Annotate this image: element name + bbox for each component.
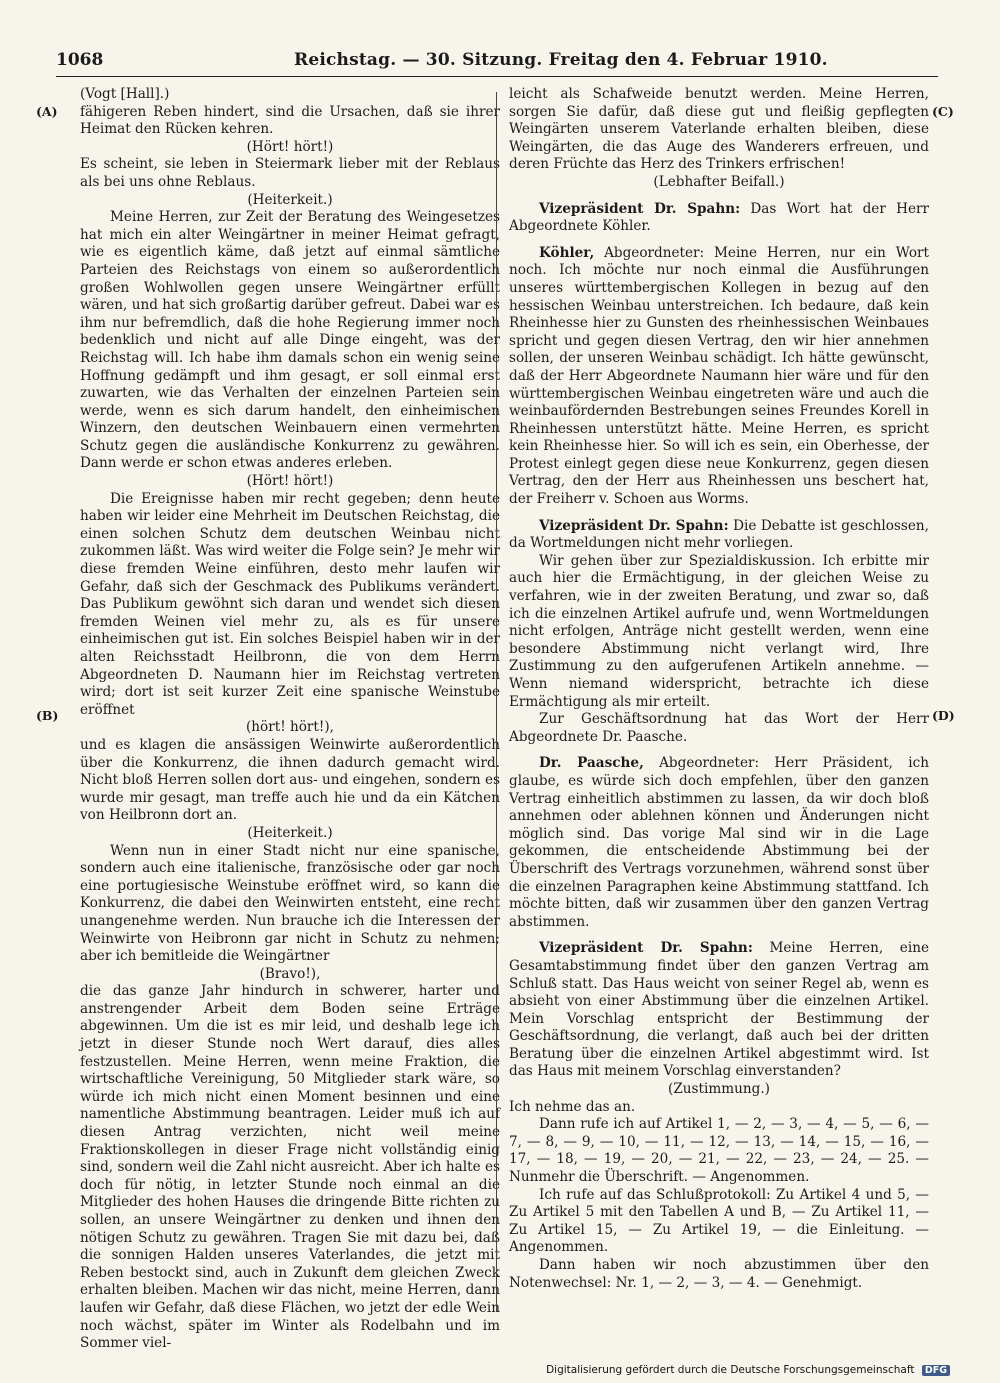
paragraph-text: Wenn nun in einer Stadt nicht nur eine spanische, sondern auch eine italienische, französische oder gar noch eine portugiesische Weinstube eröffnet wird, so kann die Konkurrenz, die dabei den Weinwirten entsteht, eine recht unangenehme werden. Nun brauche ich die Interessen der Weinwirte von Heibronn gar nicht in Schutz zu nehmen; aber ich bemitleide die Weingärtner — [80, 842, 500, 965]
dfg-logo: DFG — [922, 1365, 950, 1376]
paragraph — [509, 1099, 929, 1117]
paragraph — [80, 192, 500, 210]
speaker-name: Vizepräsident Dr. Spahn: — [539, 517, 729, 534]
paragraph-text: Dann rufe ich auf Artikel 1, — 2, — 3, — 4, — 5, — 6, — 7, — 8, — 9, — 10, — 11, — 12, — 13, — 14, — 15, — 16, — 17, — 18, — 19, — 20, — 21, — 22, — 23, — 24, — 25. — Nunmehr die Überschrift. — Angenommen. — [509, 1116, 929, 1186]
paragraph-text: (Heiterkeit.) — [247, 191, 333, 208]
left-column — [80, 86, 500, 1353]
paragraph — [80, 473, 500, 491]
paragraph — [80, 156, 500, 191]
paragraph — [80, 491, 500, 720]
page-header — [56, 50, 938, 74]
paragraph — [509, 86, 929, 174]
paragraph — [509, 940, 929, 1081]
running-head: Reichstag. — 30. Sitzung. Freitag den 4. Februar 1910. — [294, 50, 828, 70]
speaker-name: Vizepräsident Dr. Spahn: — [539, 200, 741, 217]
paragraph — [80, 843, 500, 966]
paragraph-text: Dann haben wir noch abzustimmen über den Notenwechsel: Nr. 1, — 2, — 3, — 4. — Genehmigt. — [509, 1257, 929, 1291]
paragraph-text: Die Debatte ist geschlossen, da Wortmeldungen nicht mehr vorliegen. — [509, 517, 930, 552]
speaker-name: Köhler, — [539, 244, 595, 261]
paragraph — [509, 711, 929, 746]
right-column — [509, 86, 929, 1292]
paragraph — [80, 983, 500, 1352]
paragraph-text: (hört! hört!), — [246, 719, 334, 736]
margin-marker-a: (A) — [36, 104, 58, 119]
paragraph-text: leicht als Schafweide benutzt werden. Meine Herren, sorgen Sie dafür, daß diese gut und fleißig gepflegten Weingärten unserem Vaterlande erhalten bleiben, diese Weingärten, die das Auge des Wanderers erfreuen, und deren Früchte das Herz des Trinkers erfrischen! — [509, 86, 929, 173]
paragraph — [509, 174, 929, 192]
paragraph-text: fähigeren Reben hindert, sind die Ursachen, daß sie ihrer Heimat den Rücken kehren. — [80, 103, 500, 138]
paragraph — [80, 139, 500, 157]
paragraph — [509, 553, 929, 711]
paragraph-text: Abgeordneter: Meine Herren, nur ein Wort noch. Ich möchte nur noch einmal die Ausführungen unseres württembergischen Kollegen in bezug auf den hessischen Weinbau unterstreichen. Ich bedaure, daß kein Rheinhesse hier zu Gunsten des rheinhessischen Weinbaues spricht und gegen diesen Vertrag, den wir hier annehmen sollen, der unseren Weinbau schädigt. Ich hätte gewünscht, daß der Herr Abgeordnete Naumann hier wäre und für den württembergischen Weinbau eingetreten wäre und auch die weinbaufördernden Bestrebungen seines Freundes Korell in Rheinhessen unterstützt hätte. Meine Herren, es spricht kein Rheinhesse hier. So will ich es sein, ein Oberhesse, der Protest einlegt gegen diese neue Konkurrenz, gegen diesen Vertrag, den der Herr aus Rheinhessen uns beschert hat, der Freiherr v. Schoen aus Worms. — [509, 244, 929, 508]
paragraph — [80, 719, 500, 737]
header-rule — [56, 76, 938, 77]
footer-text: Digitalisierung gefördert durch die Deutsche Forschungsgemeinschaft — [546, 1364, 915, 1376]
paragraph-text: (Hört! hört!) — [246, 473, 334, 490]
paragraph-text: Ich rufe auf das Schlußprotokoll: Zu Artikel 4 und 5, — Zu Artikel 5 mit den Tabellen A und B, — Zu Artikel 11, — Zu Artikel 15, — Zu Artikel 19, — die Einleitung. — Angenommen. — [509, 1186, 929, 1256]
paragraph-text: die das ganze Jahr hindurch in schwerer, harter und anstrengender Arbeit dem Boden seine Erträge abgewinnen. Um die ist es mir leid, und deshalb lege ich jetzt in dieser Stunde noch Wert darauf, dies alles festzustellen. Meine Herren, wenn meine Fraktion, die wirtschaftliche Vereinigung, 50 Mitglieder stark wäre, so würde ich mich nicht einen Moment besinnen und eine namentliche Abstimmung beantragen. Leider muß ich auf diesen Antrag verzichten, nicht weil meine Fraktionskollegen in dieser Frage nicht vollständig einig sind, sondern weil die Zahl nicht ausreicht. Aber ich halte es doch für nötig, in letzter Stunde noch einmal an die Mitglieder des hohen Hauses die dringende Bitte richten zu sollen, an unsere Weingärtner zu denken und ihnen den nötigen Schutz zu gewähren. Tragen Sie mit dazu bei, daß die sonnigen Halden unseres Vaterlandes, die jetzt mit Reben bestockt sind, auch in Zukunft dem gleichen Zweck erhalten bleiben. Machen wir das nicht, meine Herren, dann laufen wir Gefahr, daß diese Flächen, wo jetzt der edle Wein noch wächst, später im Winter als Rodelbahn und im Sommer viel- — [80, 983, 500, 1352]
paragraph — [509, 1116, 929, 1186]
paragraph-text: Das Wort hat der Herr Abgeordnete Köhler. — [509, 200, 929, 235]
paragraph — [509, 518, 929, 553]
margin-marker-c: (C) — [932, 104, 954, 119]
column-divider — [496, 92, 497, 1312]
paragraph-text: Meine Herren, eine Gesamtabstimmung findet über den ganzen Vertrag am Schluß statt. Das Haus weicht von seiner Regel ab, wenn es absieht von einer Abstimmung über die einzelnen Artikel. Mein Vorschlag entspricht der Bestimmung der Geschäftsordnung, die verlangt, daß auch bei der dritten Beratung über die einzelnen Artikel abgestimmt wird. Ist das Haus mit meinem Vorschlag einverstanden? — [509, 940, 929, 1080]
margin-marker-b: (B) — [36, 708, 59, 723]
speaker-name: Dr. Paasche, — [539, 755, 644, 772]
paragraph-text: (Vogt [Hall].) — [80, 86, 170, 102]
paragraph-text: Abgeordneter: Herr Präsident, ich glaube, es würde sich doch empfehlen, über den ganzen Vertrag einheitlich abstimmen zu lassen, da wir doch bloß annehmen oder ablehnen können und Änderungen nicht möglich sind. Das vorige Mal sind wir in die Lage gekommen, die entscheidende Abstimmung bei der Überschrift des Vertrags vorzunehmen, während sonst über die einzelnen Paragraphen keine Abstimmung stattfand. Ich möchte bitten, daß wir zusammen über den ganzen Vertrag abstimmen. — [509, 755, 929, 930]
paragraph-text: Meine Herren, zur Zeit der Beratung des Weingesetzes hat mich ein alter Weingärtner in meiner Heimat gefragt, wie es eigentlich käme, daß jetzt auf einmal sämtliche Parteien des Reichstags von einem so außerordentlich großen Wohlwollen gegen unsere Weingärtner erfüllt wären, und hat sich großartig darüber gefreut. Dabei war es ihm nur befremdlich, daß die hohe Regierung immer noch bedenklich und nicht auf alle Dinge eingeht, was der Reichstag will. Ich habe ihm damals schon ein wenig seine Hoffnung gedämpft und ihm gesagt, er soll einmal erst zuwarten, wie das Verhalten der einzelnen Parteien sein werde, wenn es sich darum handelt, den einheimischen Winzern, den deutschen Weinbauern einen vermehrten Schutz gegen die ausländische Konkurrenz zu gewähren. Dann werde er schon etwas anderes erleben. — [80, 209, 500, 472]
paragraph — [509, 1187, 929, 1257]
paragraph-text: Zur Geschäftsordnung hat das Wort der Herr Abgeordnete Dr. Paasche. — [509, 711, 929, 745]
paragraph — [509, 201, 929, 236]
paragraph — [509, 1081, 929, 1099]
paragraph-text: (Heiterkeit.) — [247, 824, 333, 841]
paragraph — [80, 737, 500, 825]
paragraph-text: Es scheint, sie leben in Steiermark lieber mit der Reblaus als bei uns ohne Reblaus. — [80, 156, 500, 190]
paragraph — [509, 245, 929, 509]
page-number: 1068 — [56, 50, 104, 70]
paragraph-text: Die Ereignisse haben mir recht gegeben; denn heute haben wir leider eine Mehrheit im Deutschen Reichstag, die einen solchen Schutz dem deutschen Weinbau nicht zukommen läßt. Was wird weiter die Folge sein? Je mehr wir diese fremden Weine einführen, desto mehr laufen wir Gefahr, daß sich der Geschmack des Publikums verändert. Das Publikum gewöhnt sich daran und wendet sich diesen fremden Weinen viel mehr zu, als es für unsere einheimischen gut ist. Ein solches Beispiel haben wir in der alten Reichsstadt Heilbronn, die von dem Herrn Abgeordneten D. Naumann hier im Reichstag vertreten wird; dort ist seit kurzer Zeit eine spanische Weinstube eröffnet — [80, 490, 500, 718]
paragraph-text: (Bravo!), — [259, 965, 321, 982]
paragraph — [509, 755, 929, 931]
paragraph-text: und es klagen die ansässigen Weinwirte außerordentlich über die Konkurrenz, die ihnen dadurch gemacht wird. Nicht bloß Herren sollen dort aus- und eingehen, sondern es wurde mir gesagt, man treffe auch hie und da ein Kätchen von Heilbronn dort an. — [80, 736, 500, 824]
paragraph — [80, 86, 500, 104]
paragraph-text: Wir gehen über zur Spezialdiskussion. Ich erbitte mir auch hier die Ermächtigung, in der gleichen Weise zu verfahren, wie in der zweiten Beratung, und zwar so, daß ich die einzelnen Artikel aufrufe und, wenn Wortmeldungen nicht erfolgen, Anträge nicht gestellt werden, wenn eine besondere Abstimmung nicht verlangt wird, Ihre Zustimmung zu den aufgerufenen Artikeln annehme. — Wenn niemand widerspricht, betrachte ich diese Ermächtigung als mir erteilt. — [509, 552, 929, 710]
paragraph — [80, 209, 500, 473]
paragraph — [80, 825, 500, 843]
paragraph-text: (Hört! hört!) — [246, 138, 334, 155]
margin-marker-d: (D) — [932, 708, 955, 723]
speaker-name: Vizepräsident Dr. Spahn: — [539, 940, 753, 957]
paragraph-text: (Lebhafter Beifall.) — [653, 173, 785, 190]
paragraph — [80, 104, 500, 139]
paragraph — [509, 1257, 929, 1292]
paragraph — [80, 966, 500, 984]
paragraph-text: Ich nehme das an. — [509, 1098, 636, 1115]
paragraph-text: (Zustimmung.) — [668, 1081, 770, 1098]
footer-credit — [546, 1364, 950, 1376]
